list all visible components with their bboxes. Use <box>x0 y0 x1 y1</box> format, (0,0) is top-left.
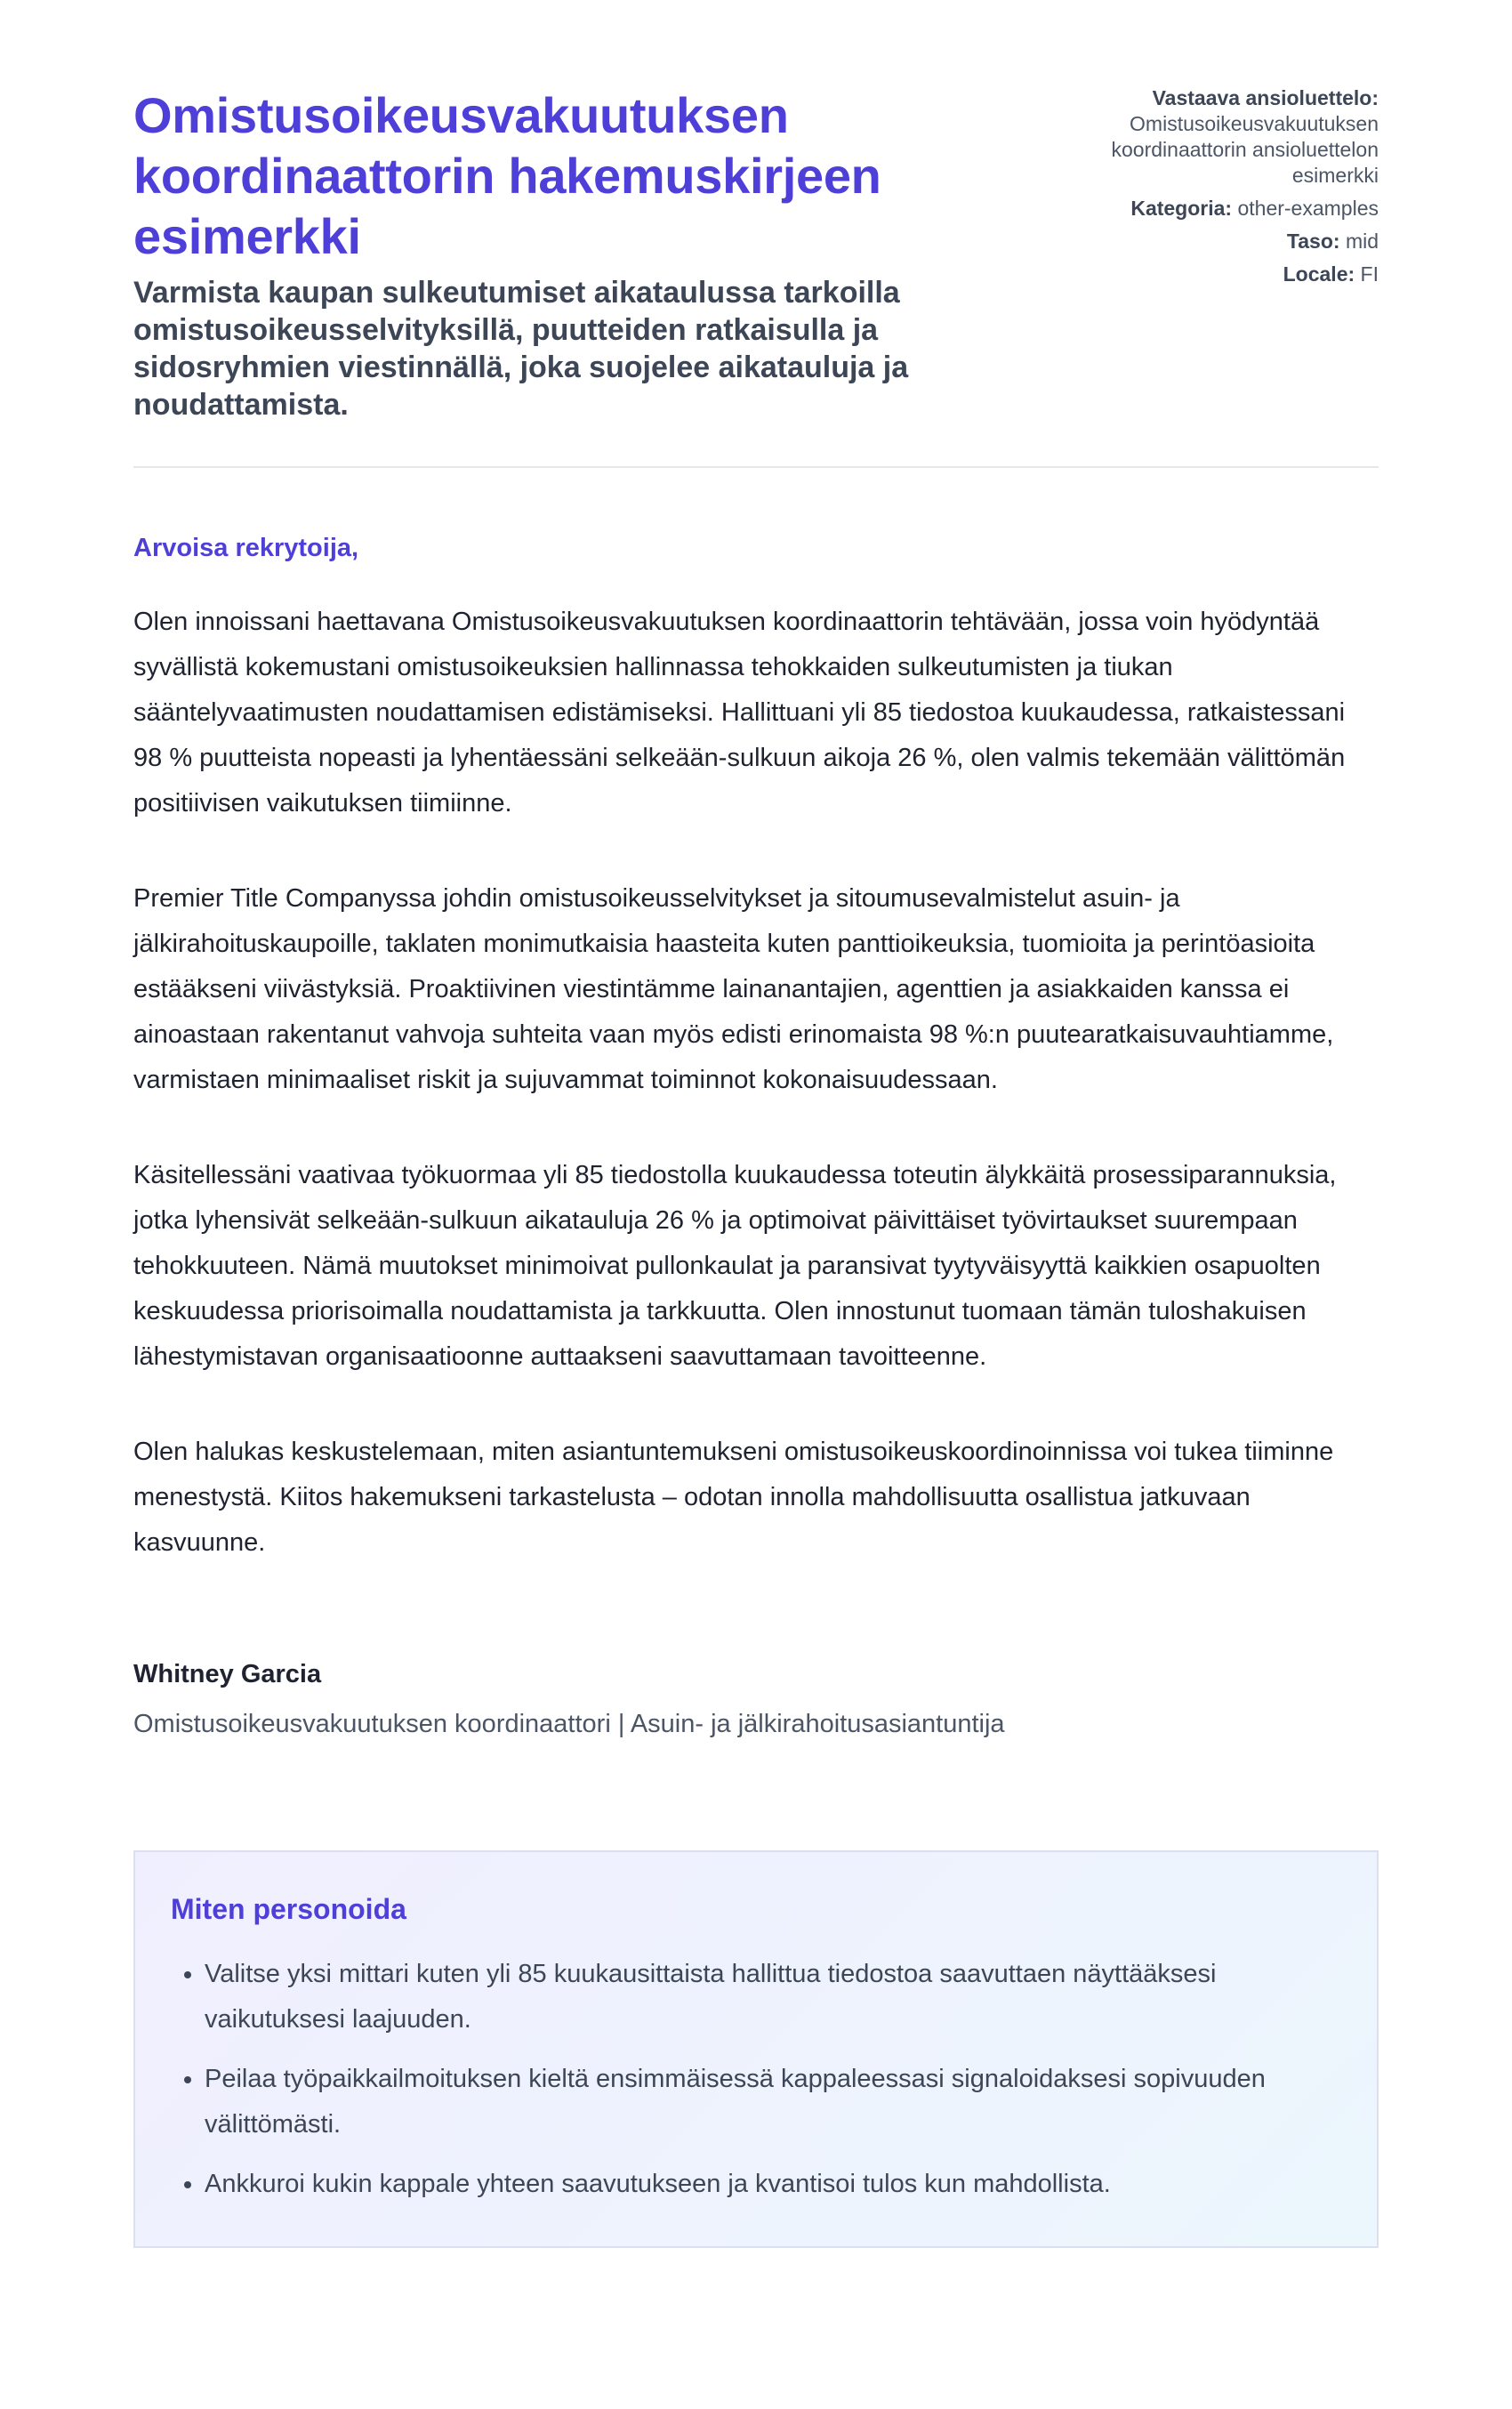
header-divider <box>133 466 1379 468</box>
meta-locale <box>1058 262 1379 287</box>
meta-resume-label: Vastaava ansioluettelo: <box>1152 86 1379 109</box>
letter-paragraph: Käsitellessäni vaativaa työkuormaa yli 85 tiedostolla kuukaudessa toteutin älykkäitä prosessiparannuksia, jotka lyhensivät selkeään-sulkuun aikatauluja 26 % ja optimoivat päivittäiset työvirtaukset suurempaan tehokkuuteen. Nämä muutokset minimoivat pullonkaulat ja paransivat tyytyväisyyttä kaikkien osapuolten keskuudessa priorisoimalla noudattamista ja tarkkuutta. Olen innostunut tuomaan tämän tuloshakuisen lähestymistavan organisaatioonne auttaakseni saavuttamaan tavoitteenne. <box>133 1161 1337 1371</box>
personalization-tips-box <box>133 1850 1379 2248</box>
tip-item: • Valitse yksi mittari kuten yli 85 kuukausittaista hallittua tiedostoa saavuttaen näyttääksesi vaikutuksesi laajuuden. <box>205 1952 1341 2042</box>
salutation: Arvoisa rekrytoija, <box>133 534 359 562</box>
signature-title: Omistusoikeusvakuutuksen koordinaattori | Asuin- ja jälkirahoitusasiantuntija <box>133 1710 1005 1738</box>
letter-body <box>133 532 1379 1740</box>
letter-paragraph: Olen innoissani haettavana Omistusoikeusvakuutuksen koordinaattorin tehtävään, jossa voin hyödyntää syvällistä kokemustani omistusoikeuksien hallinnassa tehokkaiden sulkeutumisten ja tiukan sääntelyvaatimusten noudattamisen edistämiseksi. Hallittuani yli 85 tiedostoa kuukaudessa, ratkaistessani 98 % puutteista nopeasti ja lyhentäessäni selkeään-sulkuun aikoja 26 %, olen valmis tekemään välittömän positiivisen vaikutuksen tiimiinne. <box>133 608 1346 818</box>
signature-name: Whitney Garcia <box>133 1660 322 1688</box>
tip-item: • Ankkuroi kukin kappale yhteen saavutukseen ja kvantisoi tulos kun mahdollista. <box>205 2162 1341 2207</box>
meta-category-value: other-examples <box>1237 197 1379 220</box>
meta-resume-value: Omistusoikeusvakuutuksen koordinaattorin ansioluettelon esimerkki <box>1111 112 1379 187</box>
meta-category-label: Kategoria: <box>1130 197 1233 220</box>
meta-locale-value: FI <box>1360 262 1379 286</box>
meta-panel <box>1058 85 1379 294</box>
tip-item: • Peilaa työpaikkailmoituksen kieltä ensimmäisessä kappaleessasi signaloidaksesi sopivuuden välittömästi. <box>205 2057 1341 2147</box>
tips-list <box>171 1952 1341 2207</box>
page-title: Omistusoikeusvakuutuksen koordinaattorin hakemuskirjeen esimerkki <box>133 87 881 264</box>
meta-level <box>1058 229 1379 254</box>
letter-paragraph: Premier Title Companyssa johdin omistusoikeusselvitykset ja sitoumusevalmistelut asuin- ja jälkirahoituskaupoille, taklaten monimutkaisia haasteita kuten panttioikeuksia, tuomioita ja perintöasioita estääkseni viivästyksiä. Proaktiivinen viestintämme lainanantajien, agenttien ja asiakkaiden kanssa ei ainoastaan rakentanut vahvoja suhteita vaan myös edisti erinomaista 98 %:n puutearatkaisuvauhtiamme, varmistaen minimaaliset riskit ja sujuvammat toiminnot kokonaisuudessaan. <box>133 884 1334 1094</box>
title-block <box>133 85 978 423</box>
meta-locale-label: Locale: <box>1283 262 1355 286</box>
meta-category <box>1058 196 1379 222</box>
page-subtitle: Varmista kaupan sulkeutumiset aikataulussa tarkoilla omistusoikeusselvityksillä, puutteiden ratkaisulla ja sidosryhmien viestinnällä, joka suojelee aikatauluja ja noudattamista. <box>133 276 909 422</box>
meta-level-label: Taso: <box>1286 230 1340 253</box>
tips-title: Miten personoida <box>171 1893 406 1925</box>
signature-block <box>133 1658 1379 1740</box>
letter-paragraph: Olen halukas keskustelemaan, miten asiantuntemukseni omistusoikeuskoordinoinnissa voi tukea tiiminne menestystä. Kiitos hakemukseni tarkastelusta – odotan innolla mahdollisuutta osallistua jatkuvaan kasvuunne. <box>133 1438 1334 1557</box>
meta-level-value: mid <box>1345 230 1379 253</box>
meta-resume <box>1058 85 1379 189</box>
document-header <box>133 85 1379 423</box>
